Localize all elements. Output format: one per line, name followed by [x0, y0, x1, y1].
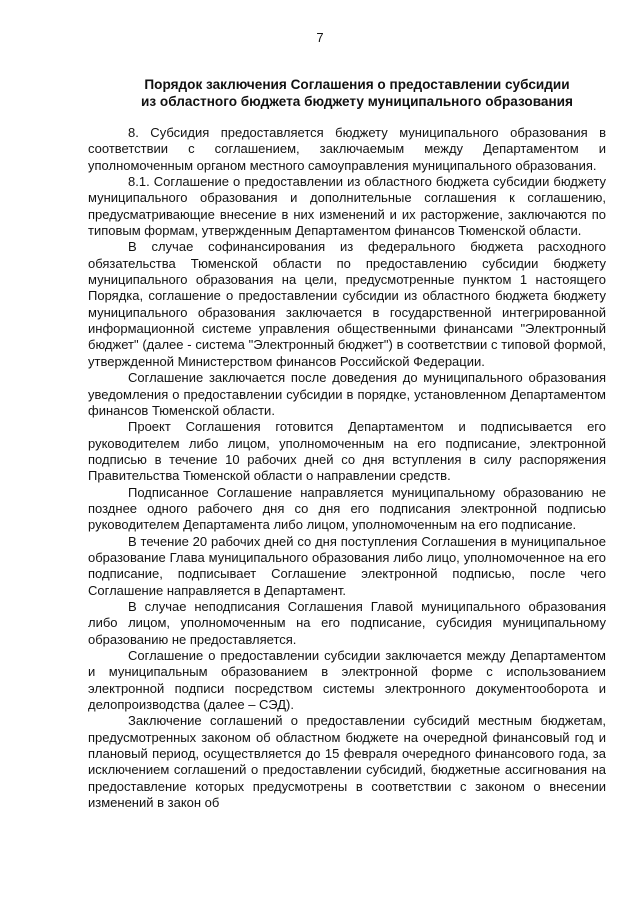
document-title: [118, 76, 596, 110]
title-line-1: Порядок заключения Соглашения о предоставлении субсидии: [144, 77, 570, 92]
paragraph-8: 8. Субсидия предоставляется бюджету муниципального образования в соответствии с соглашением, заключаемым между Департаментом и уполномоченным органом местного самоуправления муниципального образования.: [88, 125, 606, 173]
paragraph-cofinancing: В случае софинансирования из федерального бюджета расходного обязательства Тюменской области по предоставлению субсидии бюджету муниципального образования на цели, предусмотренные пунктом 1 настоящего Порядка, соглашение о предоставлении субсидии из областного бюджета бюджету муниципального образования заключается в государственной интегрированной информационной системе управления общественными финансами "Электронный бюджет" (далее - система "Электронный бюджет") в соответствии с типовой формой, утвержденной Министерством финансов Российской Федерации.: [88, 239, 606, 369]
page-number: 7: [316, 30, 324, 45]
paragraph-8-1: 8.1. Соглашение о предоставлении из областного бюджета субсидии бюджету муниципального образования и дополнительные соглашения к соглашению, предусматривающие внесение в них изменений и их расторжение, заключаются по типовым формам, утвержденным Департаментом финансов Тюменской области.: [88, 174, 606, 239]
paragraph-conclusion-after-notice: Соглашение заключается после доведения до муниципального образования уведомления о предоставлении субсидии в порядке, установленном Департаментом финансов Тюменской области.: [88, 370, 606, 418]
paragraph-electronic-form: Соглашение о предоставлении субсидии заключается между Департаментом и муниципальным образованием в электронной форме с использованием электронной подписи посредством системы электронного документооборота и делопроизводства (далее – СЭД).: [88, 648, 606, 713]
paragraph-deadline: Заключение соглашений о предоставлении субсидий местным бюджетам, предусмотренных законом об областном бюджете на очередной финансовый год и плановый период, осуществляется до 15 февраля очередного финансового года, за исключением соглашений о предоставлении субсидий, бюджетные ассигнования на предоставление которых предусмотрены в соответствии с законом о внесении изменений в закон об: [88, 713, 606, 811]
paragraph-non-signing: В случае неподписания Соглашения Главой муниципального образования либо лицом, уполномоченным на его подписание, субсидия муниципальному образованию не предоставляется.: [88, 598, 606, 647]
document-body: [88, 125, 606, 811]
paragraph-draft-agreement: Проект Соглашения готовится Департаментом и подписывается его руководителем либо лицом, уполномоченным на его подписание, электронной подписью в течение 10 рабочих дней со дня вступления в силу распоряжения Правительства Тюменской области о направлении средств.: [88, 419, 606, 484]
title-line-2: из областного бюджета бюджету муниципального образования: [141, 94, 573, 109]
paragraph-signed-agreement-sent: Подписанное Соглашение направляется муниципальному образованию не позднее одного рабочего дня со дня его подписания электронной подписью руководителем Департамента либо лицом, уполномоченным на его подписание.: [88, 484, 606, 533]
paragraph-20-days: В течение 20 рабочих дней со дня поступления Соглашения в муниципальное образование Глава муниципального образования либо лицо, уполномоченное на его подписание, подписывает Соглашение электронной подписью, после чего Соглашение направляется в Департамент.: [88, 533, 606, 598]
